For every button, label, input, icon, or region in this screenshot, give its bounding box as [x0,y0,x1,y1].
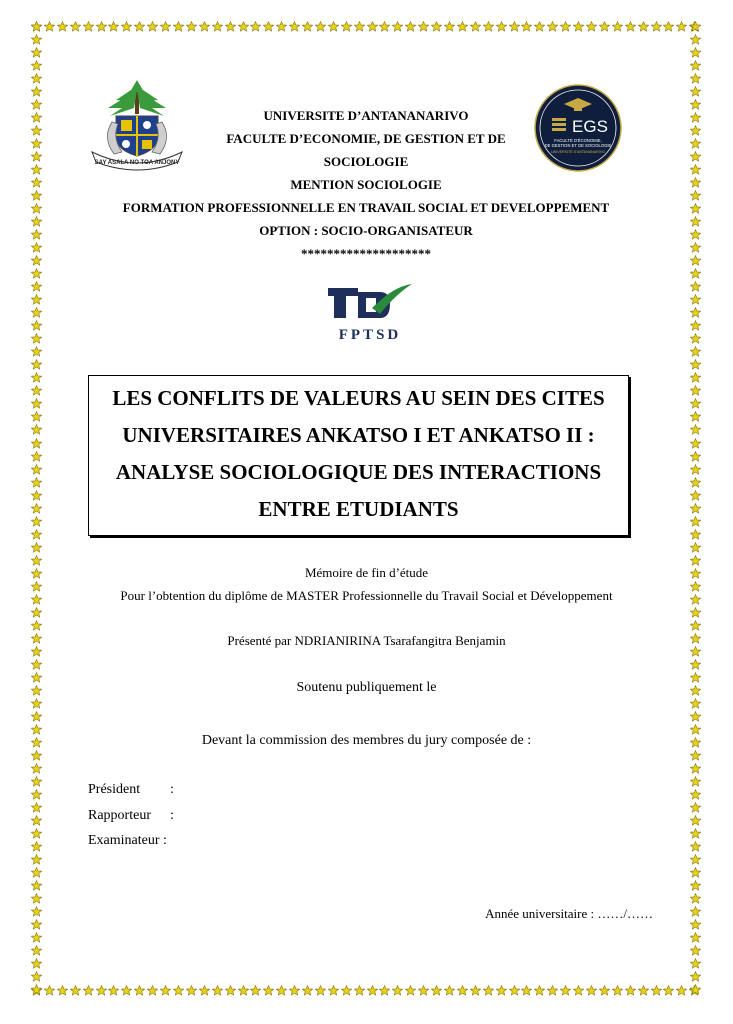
star-icon [328,985,339,996]
star-icon [690,190,701,201]
star-icon [457,21,468,32]
star-icon [96,985,107,996]
star-icon [31,138,42,149]
star-icon [690,73,701,84]
star-icon [547,985,558,996]
star-icon [560,21,571,32]
star-icon [31,451,42,462]
star-icon [483,21,494,32]
jury-colon: : [170,782,174,797]
academic-year: Année universitaire : ……/…… [485,906,653,921]
star-icon [690,216,701,227]
star-icon [31,763,42,774]
jury-role-label: Rapporteur [88,808,151,823]
star-icon [31,789,42,800]
star-icon [31,385,42,396]
star-icon [379,985,390,996]
crest-motto: SAY ASALA NO TOA ANJONY [94,160,180,166]
star-icon [70,985,81,996]
star-icon [573,21,584,32]
star-icon [690,424,701,435]
star-icon [534,21,545,32]
star-icon [690,359,701,370]
star-icon [31,73,42,84]
star-icon [496,985,507,996]
star-icon [690,242,701,253]
star-icon [690,255,701,266]
star-border-left [31,21,42,996]
star-icon [31,464,42,475]
star-icon [690,47,701,58]
star-icon [690,151,701,162]
star-icon [31,802,42,813]
jury-rapporteur [88,808,174,824]
star-icon [186,985,197,996]
fptsd-name: FPTSD [338,327,402,343]
star-icon [586,21,597,32]
star-icon [31,958,42,969]
star-icon [341,985,352,996]
star-icon [238,21,249,32]
star-icon [31,620,42,631]
title-line4: ENTRE ETUDIANTS [258,497,459,521]
star-icon [690,477,701,488]
star-icon [315,21,326,32]
jury-intro: Devant la commission des membres du jury composée de : [201,733,532,748]
star-icon [31,398,42,409]
star-icon [638,21,649,32]
star-icon [470,21,481,32]
star-icon [690,516,701,527]
star-icon [44,985,55,996]
egs-line2: DE GESTION ET DE SOCIOLOGIE [544,143,612,148]
star-icon [612,21,623,32]
star-icon [690,529,701,540]
star-border-right [690,21,701,996]
star-icon [134,985,145,996]
star-icon [199,985,210,996]
star-icon [31,320,42,331]
star-icon [690,971,701,982]
star-icon [31,307,42,318]
star-icon [496,21,507,32]
star-icon [31,190,42,201]
star-icon [690,789,701,800]
star-icon [186,21,197,32]
star-icon [690,411,701,422]
title-line1: LES CONFLITS DE VALEURS AU SEIN DES CITES [112,386,605,410]
star-icon [31,542,42,553]
star-icon [31,711,42,722]
star-icon [31,346,42,357]
star-icon [612,985,623,996]
thesis-title-box [88,375,629,536]
star-icon [690,86,701,97]
star-icon [31,47,42,58]
star-icon [690,802,701,813]
star-icon [57,21,68,32]
star-icon [263,21,274,32]
star-icon [690,346,701,357]
star-icon [31,21,42,32]
star-icon [31,424,42,435]
star-icon [31,438,42,449]
star-icon [509,21,520,32]
star-icon [315,985,326,996]
star-icon [483,985,494,996]
star-icon [470,985,481,996]
star-icon [638,985,649,996]
star-icon [690,841,701,852]
star-icon [31,698,42,709]
star-icon [690,320,701,331]
star-icon [534,985,545,996]
star-icon [690,932,701,943]
star-icon [31,477,42,488]
star-icon [276,985,287,996]
star-icon [690,750,701,761]
star-border-top [31,21,701,32]
egs-line1: FACULTÉ D'ÉCONOMIE, [554,138,602,143]
star-icon [263,985,274,996]
separator: ******************** [301,246,431,261]
star-icon [444,985,455,996]
star-icon [250,21,261,32]
star-icon [31,529,42,540]
star-icon [379,21,390,32]
star-icon [690,945,701,956]
star-icon [690,229,701,240]
star-icon [599,21,610,32]
star-icon [690,698,701,709]
star-icon [690,776,701,787]
star-icon [690,763,701,774]
star-icon [690,177,701,188]
document-type: Mémoire de fin d’étude [304,565,429,580]
star-icon [31,86,42,97]
star-icon [392,985,403,996]
star-icon [289,21,300,32]
star-icon [651,985,662,996]
star-icon [31,893,42,904]
star-icon [690,828,701,839]
star-icon [560,985,571,996]
star-icon [690,815,701,826]
star-icon [341,21,352,32]
star-icon [31,945,42,956]
star-icon [690,372,701,383]
star-icon [573,985,584,996]
star-icon [690,893,701,904]
star-icon [418,21,429,32]
star-icon [690,984,701,995]
star-icon [31,203,42,214]
star-icon [225,21,236,32]
star-icon [160,985,171,996]
star-icon [354,21,365,32]
title-line3: ANALYSE SOCIOLOGIQUE DES INTERACTIONS [115,460,602,484]
star-icon [212,21,223,32]
formation: FORMATION PROFESSIONNELLE EN TRAVAIL SOCIAL ET DEVELOPPEMENT [122,200,610,215]
star-icon [690,490,701,501]
star-icon [31,34,42,45]
star-icon [44,21,55,32]
star-icon [31,99,42,110]
star-icon [690,268,701,279]
star-icon [586,985,597,996]
star-icon [302,21,313,32]
star-icon [457,985,468,996]
star-icon [690,711,701,722]
star-icon [121,21,132,32]
star-icon [392,21,403,32]
star-icon [147,985,158,996]
jury-president [88,782,174,798]
star-icon [31,372,42,383]
star-icon [31,750,42,761]
faculty-name-line2: SOCIOLOGIE [323,154,409,169]
star-icon [134,21,145,32]
star-icon [690,307,701,318]
star-icon [108,21,119,32]
star-icon [31,490,42,501]
star-icon [31,294,42,305]
star-icon [690,125,701,136]
star-icon [83,985,94,996]
star-icon [690,60,701,71]
star-icon [289,985,300,996]
star-icon [690,958,701,969]
star-icon [121,985,132,996]
star-icon [31,255,42,266]
mention: MENTION SOCIOLOGIE [290,177,442,192]
star-icon [31,516,42,527]
star-icon [690,503,701,514]
star-icon [625,985,636,996]
star-icon [690,867,701,878]
star-icon [31,216,42,227]
star-icon [31,607,42,618]
star-icon [690,607,701,618]
star-icon [690,542,701,553]
star-icon [405,985,416,996]
defense-line: Soutenu publiquement le [296,680,437,695]
star-icon [31,932,42,943]
star-icon [31,112,42,123]
star-icon [238,985,249,996]
star-icon [31,164,42,175]
egs-name: EGS [572,117,608,136]
star-icon [690,398,701,409]
fptsd-logo-icon [324,282,416,344]
star-icon [31,333,42,344]
star-icon [690,906,701,917]
faculty-name-line1: FACULTE D’ECONOMIE, DE GESTION ET DE [226,131,506,146]
star-icon [31,281,42,292]
star-icon [31,880,42,891]
star-icon [225,985,236,996]
star-icon [57,985,68,996]
jury-colon: : [170,808,174,823]
author-line: Présenté par NDRIANIRINA Tsarafangitra Benjamin [227,633,506,648]
star-icon [676,985,687,996]
star-icon [690,281,701,292]
star-icon [431,21,442,32]
star-icon [690,919,701,930]
star-icon [367,21,378,32]
star-icon [690,294,701,305]
star-icon [212,985,223,996]
star-icon [31,60,42,71]
option: OPTION : SOCIO-ORGANISATEUR [259,223,473,238]
star-icon [31,815,42,826]
egs-line3: UNIVERSITÉ D'ANTANANARIVO [551,150,605,154]
star-icon [108,985,119,996]
star-icon [31,242,42,253]
star-icon [521,21,532,32]
star-icon [31,229,42,240]
degree-purpose: Pour l’obtention du diplôme de MASTER Professionnelle du Travail Social et Développement [120,588,613,603]
star-icon [31,841,42,852]
star-icon [199,21,210,32]
star-icon [354,985,365,996]
jury-examinateur [88,833,167,849]
star-icon [70,21,81,32]
star-icon [31,919,42,930]
star-icon [690,620,701,631]
star-icon [31,177,42,188]
star-border-bottom [31,985,701,996]
star-icon [690,451,701,462]
star-icon [690,203,701,214]
star-icon [431,985,442,996]
star-icon [96,21,107,32]
star-icon [405,21,416,32]
star-icon [31,659,42,670]
star-icon [690,880,701,891]
star-icon [690,854,701,865]
star-icon [31,776,42,787]
star-icon [31,984,42,995]
star-icon [599,985,610,996]
star-icon [173,21,184,32]
star-icon [276,21,287,32]
star-icon [31,125,42,136]
star-icon [547,21,558,32]
star-icon [690,112,701,123]
star-icon [625,21,636,32]
star-icon [31,503,42,514]
star-icon [690,164,701,175]
star-icon [31,359,42,370]
star-icon [444,21,455,32]
star-icon [690,464,701,475]
star-icon [31,411,42,422]
title-line2: UNIVERSITAIRES ANKATSO I ET ANKATSO II : [122,423,595,447]
star-icon [31,906,42,917]
star-icon [690,138,701,149]
star-icon [690,438,701,449]
star-icon [31,555,42,566]
star-icon [663,21,674,32]
star-icon [521,985,532,996]
star-icon [31,268,42,279]
star-icon [676,21,687,32]
star-icon [367,985,378,996]
star-icon [690,659,701,670]
star-icon [690,333,701,344]
star-icon [160,21,171,32]
jury-role-label: Président [88,782,141,797]
star-icon [651,21,662,32]
star-icon [173,985,184,996]
star-icon [690,34,701,45]
star-icon [31,828,42,839]
jury-role-label: Examinateur : [88,833,167,848]
star-icon [690,99,701,110]
star-icon [31,854,42,865]
institution-header [60,104,672,265]
star-icon [147,21,158,32]
star-icon [328,21,339,32]
university-name: UNIVERSITE D’ANTANANARIVO [263,108,469,123]
star-icon [690,385,701,396]
star-icon [250,985,261,996]
star-icon [663,985,674,996]
star-icon [509,985,520,996]
star-icon [31,971,42,982]
star-icon [31,867,42,878]
star-icon [690,21,701,32]
star-icon [418,985,429,996]
star-icon [83,21,94,32]
star-icon [31,151,42,162]
star-icon [690,555,701,566]
star-icon [302,985,313,996]
